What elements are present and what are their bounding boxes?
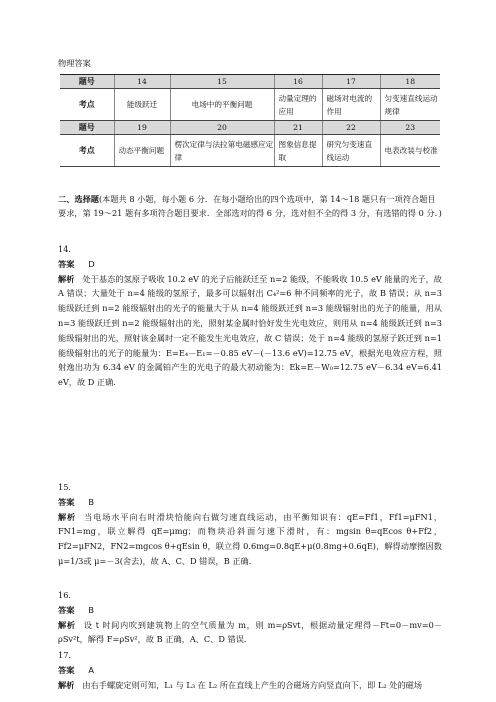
analysis-label: 解析 bbox=[58, 273, 75, 284]
analysis-text: 处于基态的氢原子吸收 10.2 eV 的光子后能跃迁至 n=2 能级，不能吸收 10.5 eV 能量的光子，故 A 错误；大量处于 n=4 能级的氢原子，最多可以辐射出 C₄²=6 种不同频率的光子，故 B 错误；从 n=3 能级跃迁到 n=2 能级辐射出的光子的能量大于从 n=4 能级跃迁到 n=3 能级辐射出的光子的能量，用从 n=3 能级跃迁到 n=2 能级辐射出的光，照射某金属时恰好发生光电效应，则用从 n=4 能级跃迁到 n=3 能级辐射出的光，照射该金属时一定不能发生光电效应，故 C 错误；处于 n=4 能级的氢原子跃迁到 n=1 能级辐射出的光子的能量为：E=E₄－E₁=－0.85 eV－(－13.6 eV)=12.75 eV，根据光电效应方程，照射逸出功为 6.34 eV 的金属铂产生的光电子的最大初动能为：Ek=E－W₀=12.75 eV－6.34 eV=6.41 eV，故 D 正确． bbox=[58, 273, 442, 388]
table-row bbox=[60, 135, 440, 167]
table-cell: 能级跃迁 bbox=[114, 89, 170, 121]
analysis-label: 解析 bbox=[58, 619, 76, 630]
table-cell: 图象信息提取 bbox=[274, 135, 322, 167]
table-cell: 楞次定律与法拉第电磁感应定律 bbox=[170, 135, 274, 167]
analysis-text: 当电场水平向右时滑块恰能向右做匀速直线运动，由平衡知识有：qE=Ff1，Ff1=μFN1，FN1=mg，联立解得 qE=μmg；而物块沿斜面匀速下滑时，有：mgsin θ=qEcos θ+Ff2，Ff2=μFN2，FN2=mgcos θ+qEsin θ，联立得 0.6mg=0.8qE+μ(0.8mg+0.6qE)，解得动摩擦因数 μ=1/3或 μ=－3(舍去)，故 A、C、D 错误，B 正确． bbox=[58, 511, 442, 566]
question-number: 14. bbox=[58, 244, 72, 254]
row-label: 考点 bbox=[60, 135, 114, 167]
table-row bbox=[60, 89, 440, 121]
answer-label: 答案 bbox=[58, 604, 75, 615]
section-heading: 二、选择题 bbox=[58, 194, 99, 204]
table-cell: 18 bbox=[380, 75, 440, 89]
section-text: (本题共 8 小题，每小题 6 分．在每小题给出的四个选项中，第 14～18 题只有一项符合题目要求，第 19～21 题有多项符合题目要求．全部选对的得 6 分，选对但不全的得 3 分，有选错的得 0 分．) bbox=[58, 194, 442, 219]
table-row bbox=[60, 75, 440, 89]
question-17 bbox=[58, 648, 442, 692]
topic-table bbox=[60, 74, 440, 167]
row-label: 题号 bbox=[60, 75, 114, 89]
table-cell: 15 bbox=[170, 75, 274, 89]
table-cell: 电表改装与校准 bbox=[380, 135, 440, 167]
table-cell: 电场中的平衡问题 bbox=[170, 89, 274, 121]
answer-value: B bbox=[88, 604, 95, 615]
row-label: 考点 bbox=[60, 89, 114, 121]
table-cell: 20 bbox=[170, 121, 274, 135]
question-number: 15. bbox=[58, 482, 72, 492]
table-cell: 匀变速直线运动规律 bbox=[380, 89, 440, 121]
answer-value: A bbox=[88, 664, 94, 675]
question-14 bbox=[58, 242, 442, 390]
table-row bbox=[60, 121, 440, 135]
table-cell: 研究匀变速直线运动 bbox=[322, 135, 380, 167]
analysis-label: 解析 bbox=[58, 511, 77, 522]
analysis-label: 解析 bbox=[58, 679, 75, 690]
table-cell: 14 bbox=[114, 75, 170, 89]
table-cell: 动态平衡问题 bbox=[114, 135, 170, 167]
table-cell: 23 bbox=[380, 121, 440, 135]
table-cell: 16 bbox=[274, 75, 322, 89]
question-number: 17. bbox=[58, 650, 72, 660]
question-number: 16. bbox=[58, 590, 72, 600]
answer-label: 答案 bbox=[58, 496, 75, 507]
answer-label: 答案 bbox=[58, 258, 75, 269]
table-cell: 19 bbox=[114, 121, 170, 135]
row-label: 题号 bbox=[60, 121, 114, 135]
table-cell: 22 bbox=[322, 121, 380, 135]
section-intro bbox=[58, 192, 442, 221]
table-cell: 21 bbox=[274, 121, 322, 135]
table-cell: 17 bbox=[322, 75, 380, 89]
answer-value: D bbox=[88, 258, 95, 269]
document-title: 物理答案 bbox=[58, 58, 91, 68]
analysis-text: 设 t 时间内吹到建筑物上的空气质量为 m，则 m=ρSvt，根据动量定理得－Ft=0－mv=0－ρSv²t，解得 F=ρSv²，故 B 正确，A、C、D 错误． bbox=[58, 619, 442, 645]
question-16 bbox=[58, 588, 442, 647]
answer-value: B bbox=[88, 496, 95, 507]
answer-label: 答案 bbox=[58, 664, 75, 675]
analysis-text: 由右手螺旋定则可知，L₁ 与 L₃ 在 L₂ 所在直线上产生的合磁场方向竖直向下，即 L₂ 处的磁场 bbox=[82, 679, 423, 690]
table-cell: 磁场对电流的作用 bbox=[322, 89, 380, 121]
table-cell: 动量定理的应用 bbox=[274, 89, 322, 121]
question-15 bbox=[58, 480, 442, 569]
